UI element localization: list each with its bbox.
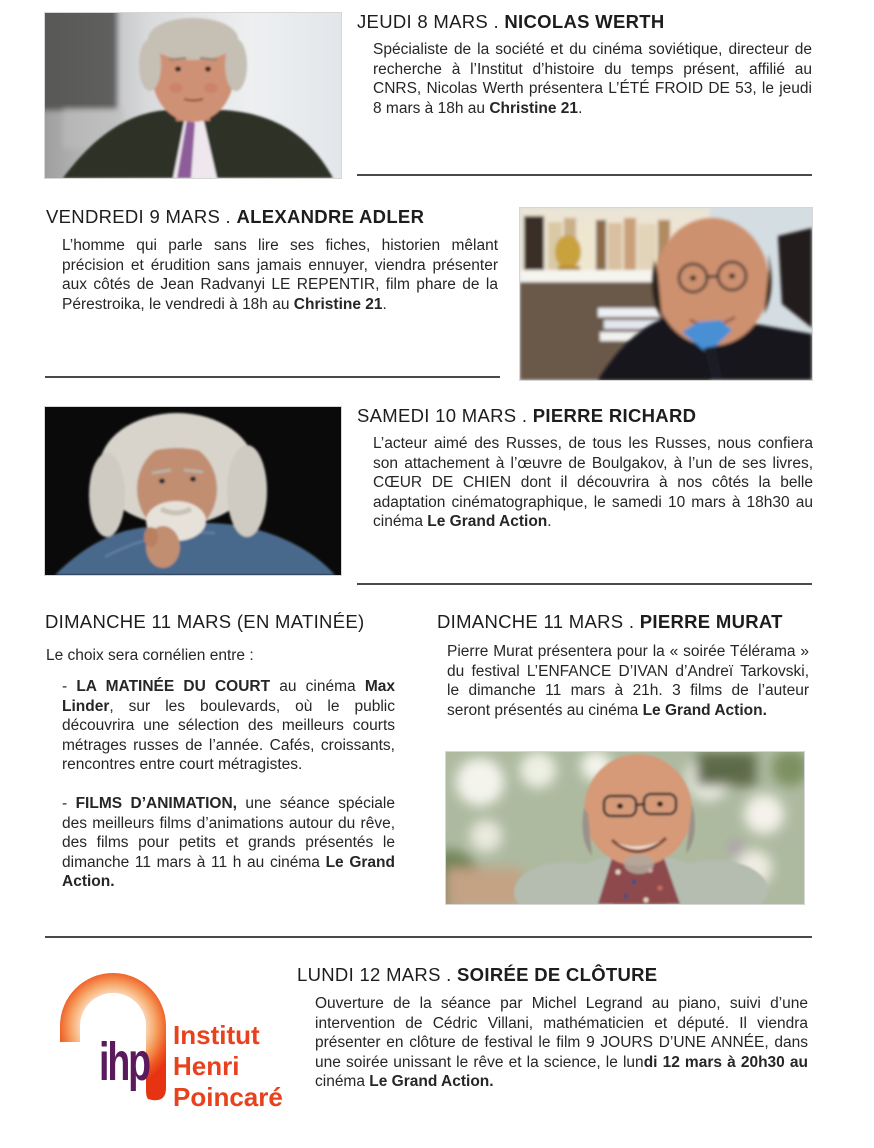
ihp-logo — [55, 970, 305, 1130]
section-richard-paragraph: L’acteur aimé des Russes, de tous les Russes, nous confiera son attachement à l’œuvre de Boulgakov, à l’un de ses livres, CŒUR DE CHIEN dont il découvrira à nos côtés la belle adaptation cinématographique, le samedi 10 mars à 18h30 au cinéma Le Grand Action. — [373, 435, 813, 531]
section-matinee-header: DIMANCHE 11 MARS (EN MATINÉE) — [45, 611, 365, 632]
section-matinee-intro: Le choix sera cornélien entre : — [46, 647, 254, 664]
section-cloture-header: LUNDI 12 MARS . SOIRÉE DE CLÔTURE — [297, 964, 658, 985]
ihp-line-institut: Institut — [173, 1020, 260, 1050]
divider-1 — [357, 174, 812, 176]
pierre-murat-portrait-art — [446, 752, 804, 904]
divider-3 — [357, 583, 812, 585]
section-werth-paragraph: Spécialiste de la société et du cinéma soviétique, directeur de recherche à l’Institut d’histoire du temps présent, affilié au CNRS, Nicolas Werth présentera L’ÉTÉ FROID DE 53, le jeudi 8 mars à 18h au Christine 21. — [373, 41, 812, 117]
section-werth-header: JEUDI 8 MARS . NICOLAS WERTH — [357, 11, 665, 32]
divider-2 — [45, 376, 500, 378]
section-murat-paragraph: Pierre Murat présentera pour la « soirée Télérama » du festival L’ENFANCE D’IVAN d’Andreï Tarkovski, le dimanche 11 mars à 21h. 3 films de l’auteur seront présentés au cinéma Le Grand Action. — [447, 643, 809, 719]
section-cloture-paragraph: Ouverture de la séance par Michel Legrand au piano, suivi d’une intervention de Cédric Villani, mathématicien et député. Il viendra présenter en clôture de festival le film 9 JOURS D’UNE ANNÉE, dans une soirée unissant le rêve et la science, le lundi 12 mars à 20h30 au cinéma Le Grand Action. — [315, 995, 808, 1091]
ihp-monogram: ihp — [99, 1032, 150, 1092]
ihp-logo-art — [55, 970, 305, 1130]
matinee-item-court: - LA MATINÉE DU COURT au cinéma Max Linder, sur les boulevards, où le public découvrira une sélection des meilleurs courts métrages russes de l’année. Cafés, croissants, rencontres entre court métragistes. — [62, 678, 395, 774]
photo-alexandre-adler — [520, 208, 812, 380]
photo-nicolas-werth — [45, 13, 341, 178]
section-adler-paragraph: L’homme qui parle sans lire ses fiches, historien mêlant précision et érudition sans jamais ennuyer, viendra présenter aux côtés de Jean Radvanyi LE REPENTIR, film phare de la Pérestroika, le vendredi à 18h au Christine 21. — [62, 237, 498, 313]
section-murat-header: DIMANCHE 11 MARS . PIERRE MURAT — [437, 611, 783, 632]
divider-4 — [45, 936, 812, 938]
ihp-line-henri: Henri — [173, 1051, 240, 1081]
photo-pierre-murat — [446, 752, 804, 904]
nicolas-werth-portrait-art — [45, 13, 341, 178]
section-adler-header: VENDREDI 9 MARS . ALEXANDRE ADLER — [46, 206, 425, 227]
photo-pierre-richard — [45, 407, 341, 575]
ihp-line-poincare: Poincaré — [173, 1082, 283, 1112]
section-richard-header: SAMEDI 10 MARS . PIERRE RICHARD — [357, 405, 697, 426]
pierre-richard-portrait-art — [45, 407, 341, 575]
matinee-item-animation: - FILMS D’ANIMATION, une séance spéciale des meilleurs films d’animations autour du rêve, des films pour petits et grands présentés le dimanche 11 mars à 11 h au cinéma Le Grand Action. — [62, 794, 395, 891]
alexandre-adler-portrait-art — [520, 208, 812, 380]
